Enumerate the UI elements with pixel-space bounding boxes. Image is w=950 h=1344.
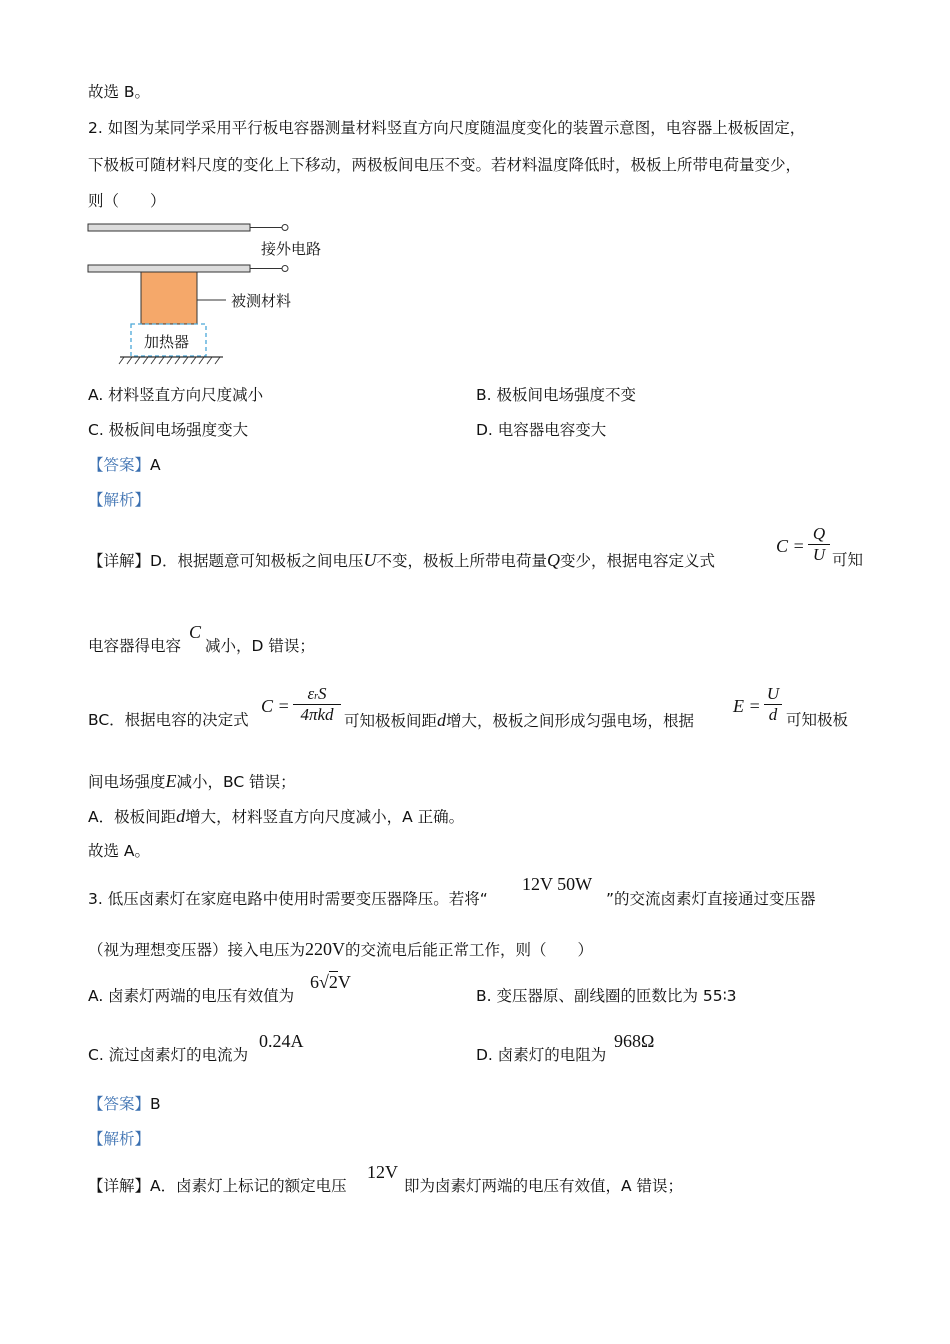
fraction-numerator: Q — [812, 524, 826, 543]
q3-option-c-value: 0.24A — [259, 1031, 304, 1051]
detail-text: 增大，材料竖直方向尺度减小，A 正确。 — [185, 808, 465, 826]
radicand: 2 — [328, 972, 338, 992]
q2-detail-line-5 — [88, 806, 464, 827]
symbol-u: U — [363, 550, 377, 570]
q2-stem-line-3: 则（ ） — [88, 192, 166, 210]
symbol-d: d — [437, 710, 447, 730]
q3-rating: 12V 50W — [522, 874, 593, 894]
answer-tag: 【答案】 — [88, 1095, 151, 1113]
ground-hatching — [119, 357, 220, 364]
q3-stem-line-2 — [88, 939, 593, 960]
capacitor-diagram — [86, 218, 346, 368]
q3-detail-line-1 — [88, 1176, 347, 1196]
formula-capacitance-def-lhs: C = — [776, 536, 805, 556]
q3-answer-line — [88, 1094, 161, 1114]
q3-analysis-tag: 【解析】 — [88, 1130, 151, 1148]
sqrt-symbol: √ — [319, 972, 329, 992]
previous-conclusion: 故选 B。 — [88, 83, 151, 101]
answer-value: B — [150, 1095, 161, 1113]
detail-text: A．极板间距 — [88, 808, 177, 826]
detail-text: 不变，极板上所带电荷量 — [376, 552, 547, 570]
formula-capacitance-def-frac — [808, 524, 830, 565]
lower-terminal — [282, 266, 288, 272]
detail-text: 增大，极板之间形成匀强电场，根据 — [446, 712, 695, 730]
coefficient: 6 — [310, 972, 319, 992]
lower-plate — [88, 265, 250, 272]
fraction-denominator: 4πkd — [293, 704, 341, 725]
q2-option-c: C. 极板间电场强度变大 — [88, 421, 249, 439]
q2-analysis-tag: 【解析】 — [88, 491, 151, 509]
q3-option-c: C. 流过卤素灯的电流为 — [88, 1046, 249, 1064]
detail-text: 可知极板间距 — [344, 712, 438, 730]
detail-text: 变少，根据电容定义式 — [559, 552, 715, 570]
detail-text: D．根据题意可知极板之间电压 — [150, 552, 364, 570]
fraction-numerator — [293, 684, 341, 704]
symbol-d: d — [176, 806, 186, 826]
formula-capacitance-det-frac — [293, 684, 341, 725]
detail-text: 间电场强度 — [88, 773, 166, 791]
symbol-e: E — [165, 771, 177, 791]
q3-stem-line-1-end: ”的交流卤素灯直接通过变压器 — [606, 890, 816, 908]
q2-stem-line-1: 2. 如图为某同学采用平行板电容器测量材料竖直方向尺度随温度变化的装置示意图，电容器上极板固定， — [88, 119, 806, 137]
detail-text: A．卤素灯上标记的额定电压 — [150, 1177, 347, 1195]
answer-tag: 【答案】 — [88, 456, 151, 474]
epsilon-subscript: r — [314, 691, 319, 702]
symbol-q: Q — [546, 550, 560, 570]
q2-conclusion: 故选 A。 — [88, 842, 151, 860]
symbol-c: C — [189, 622, 202, 642]
q2-option-a: A. 材料竖直方向尺度减小 — [88, 386, 264, 404]
unit: V — [337, 972, 351, 992]
upper-terminal — [282, 225, 288, 231]
upper-plate — [88, 224, 250, 231]
q2-stem-line-2: 下极板可随材料尺度的变化上下移动，两极板间电压不变。若材料温度降低时，极板上所带电荷量变少， — [88, 156, 802, 174]
label-measured-material: 被测材料 — [231, 292, 292, 310]
fraction-denominator: U — [808, 544, 830, 565]
formula-capacitance-det-lhs: C = — [261, 696, 290, 716]
detail-tag: 【详解】 — [88, 1177, 151, 1195]
label-heater: 加热器 — [144, 333, 190, 351]
detail-tag: 【详解】 — [88, 552, 151, 570]
stem-text: （视为理想变压器）接入电压为 — [88, 941, 306, 959]
q2-detail-line-2-end: 减小，D 错误； — [205, 637, 315, 655]
q2-answer-line — [88, 455, 161, 475]
q2-detail-line-4 — [88, 771, 296, 792]
q3-rated-voltage: 12V — [367, 1162, 398, 1182]
fraction-denominator: d — [764, 704, 782, 725]
q3-detail-line-1-end: 即为卤素灯两端的电压有效值，A 错误； — [404, 1177, 684, 1195]
q2-detail-line-3-mid — [344, 710, 694, 731]
material-block — [141, 272, 197, 324]
formula-field-frac — [764, 684, 782, 725]
stem-text: 的交流电后能正常工作，则（ ） — [345, 941, 594, 959]
q2-detail-line-3: BC．根据电容的决定式 — [88, 711, 249, 729]
epsilon-symbol: ε — [307, 684, 315, 703]
q3-option-d: D. 卤素灯的电阻为 — [476, 1046, 607, 1064]
fraction-numerator: U — [766, 684, 780, 703]
q3-option-d-value: 968Ω — [614, 1031, 655, 1051]
area-symbol: S — [318, 684, 327, 703]
formula-field-lhs: E = — [733, 696, 761, 716]
q2-option-b: B. 极板间电场强度不变 — [476, 386, 636, 404]
q3-stem-line-1: 3. 低压卤素灯在家庭电路中使用时需要变压器降压。若将“ — [88, 890, 488, 908]
answer-value: A — [150, 456, 161, 474]
q3-option-a: A. 卤素灯两端的电压有效值为 — [88, 987, 295, 1005]
q3-option-a-value — [310, 972, 351, 992]
q2-detail-line-1 — [88, 550, 715, 571]
detail-text: 减小，BC 错误； — [176, 773, 296, 791]
detail-text: 电容器得电容 — [88, 637, 182, 655]
label-external-circuit: 接外电路 — [261, 240, 322, 258]
q3-supply-voltage: 220V — [305, 939, 346, 959]
q2-option-d: D. 电容器电容变大 — [476, 421, 607, 439]
q3-option-b: B. 变压器原、副线圈的匝数比为 55∶3 — [476, 987, 737, 1005]
q2-detail-line-3-end: 可知极板 — [786, 711, 849, 729]
q2-detail-line-2 — [88, 636, 181, 656]
q2-detail-line-1-end: 可知 — [832, 551, 864, 569]
